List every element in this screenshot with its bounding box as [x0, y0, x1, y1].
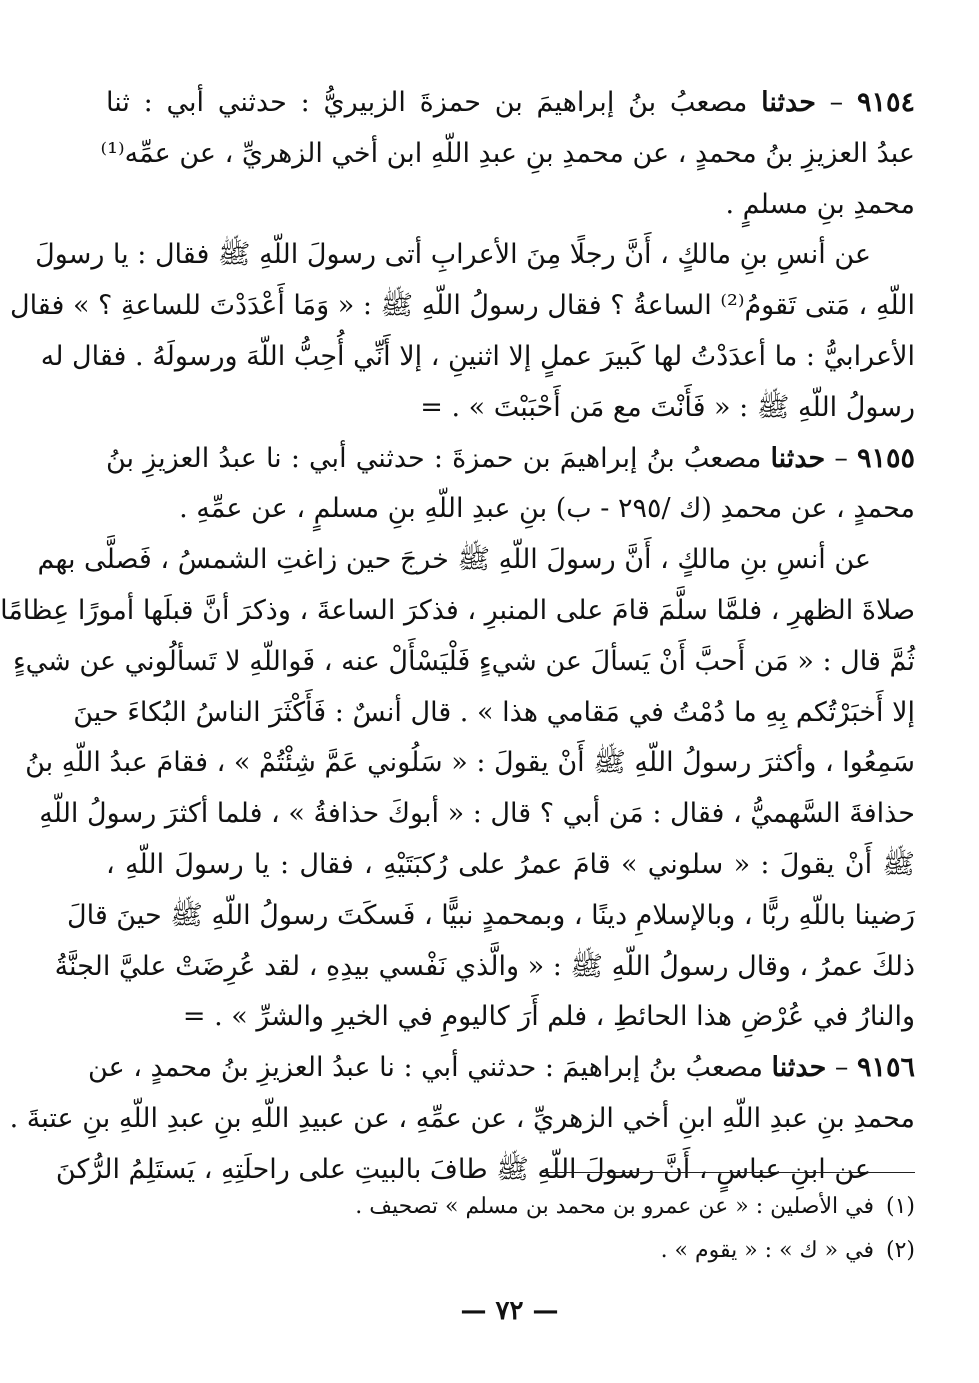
- text-line: [9, 281, 915, 332]
- hadith-opening: حدثنا: [771, 1052, 827, 1084]
- text-line: [106, 992, 915, 1043]
- line-text: اللّهِ ، مَتى تَقومُ⁽²⁾ الساعةُ ؟ فقال رسولُ اللّهِ ﷺ : « وَمَا أَعْدَدْتَ للساعةِ ؟ » فقال: [9, 290, 915, 322]
- line-text: رسولُ اللّهِ ﷺ : « فَأَنْتَ مع مَن أَحْبَبْتَ » . =: [420, 391, 915, 423]
- text-line: [37, 535, 915, 586]
- text-line: [0, 586, 915, 637]
- line-text: عبدُ العزيزِ بنُ محمدٍ ، عن محمدِ بنِ عبدِ اللّهِ ابن أخي الزهريِّ ، عن عمِّه⁽¹⁾: [100, 137, 915, 169]
- footnote-marker: (١): [885, 1194, 915, 1219]
- line-text: ﷺ أَنْ يقولَ : « سلوني » قامَ عمرُ على رُكبَتَيْهِ ، فقال : يا رسولَ اللّهِ ،: [106, 848, 915, 880]
- footnote: [106, 1229, 915, 1273]
- line-text: سَمِعُوا ، وأكثرَ رسولُ اللّهِ ﷺ أَنْ يقولَ : « سَلُوني عَمَّ شِئْتُمْ » ، فقامَ عبدُ اللّهِ بنُ: [25, 747, 915, 779]
- line-text: الأعرابيُّ : ما أعدَدْتُ لها كَبيرَ عملٍ إلا اثنينِ ، إلا أَنِّي أُحِبُّ اللّهَ ورسولَهُ . فقال له: [40, 340, 915, 372]
- line-text: حذافةَ السَّهميُّ ، فقال : مَن أبي ؟ قال : « أبوكَ حذافةُ » ، فلما أكثرَ رسولُ اللّهِ: [39, 798, 915, 830]
- text-line: [35, 230, 915, 281]
- line-text: والنارُ في عُرْضِ هذا الحائطِ ، فلم أَرَ كاليومِ في الخيرِ والشرِّ » . =: [182, 1001, 915, 1033]
- main-text: [0, 78, 915, 1196]
- line-text: محمدٍ ، عن محمدِ (ك /٢٩٥ - ب) بنِ عبدِ اللّهِ بنِ مسلمٍ ، عن عمِّهِ .: [179, 493, 915, 525]
- line-text: صلاةَ الظهرِ ، فلمَّا سلَّمَ قامَ على المنبرِ ، فذكرَ الساعةَ ، وذكرَ أنَّ قبلَها أمورًا عِظامًا: [0, 594, 915, 626]
- text-line: [106, 180, 915, 231]
- hadith-opening: حدثنا: [761, 87, 816, 118]
- footnote-text: في « ك » : « يقوم » .: [660, 1238, 874, 1263]
- text-line: ٩١٥٤ – حدثنا مصعبُ بنُ إبراهيمَ بن حمزةَ الزبيريُّ : حدثني أبي : ثنا: [106, 87, 915, 118]
- line-text: رَضينا باللّهِ ربًّا ، وبالإسلامِ دينًا ، وبمحمدٍ نبيًّا ، فَسكَتَ رسولُ اللّهِ ﷺ حينَ قالَ: [66, 899, 915, 931]
- text-line: [39, 789, 915, 840]
- text-line: [100, 129, 915, 180]
- line-text: مصعبُ بنُ إبراهيمَ بن حمزةَ : حدثني أبي : نا عبدُ العزيزِ بنُ: [106, 442, 762, 474]
- text-line: [66, 891, 915, 942]
- line-text: محمدِ بنِ مسلمٍ .: [725, 188, 915, 220]
- footnote-marker: (٢): [885, 1238, 915, 1263]
- hadith-number: ٩١٥٥: [856, 442, 915, 474]
- text-line: ٩١٥٥ – حدثنا مصعبُ بنُ إبراهيمَ بن حمزةَ : حدثني أبي : نا عبدُ العزيزِ بنُ: [106, 442, 915, 474]
- line-text: عن ابنِ عباسٍ ، أَنَّ رسولَ اللّهِ ﷺ طافَ بالبيتِ على راحلَتِهِ ، يَستَلِمُ الرُّكنَ: [55, 1153, 871, 1185]
- line-text: عن أنسِ بنِ مالكٍ ، أَنَّ رسولَ اللّهِ ﷺ خرجَ حين زاغتِ الشمسُ ، فَصلَّى بهم: [37, 544, 871, 576]
- footnote: [106, 1185, 915, 1229]
- line-text: مصعبُ بنُ إبراهيمَ : حدثني أبي : نا عبدُ العزيزِ بنُ محمدٍ ، عن: [88, 1052, 763, 1084]
- line-text: محمدِ بنِ عبدِ اللّهِ ابنِ أخي الزهريِّ ، عن عمِّهِ ، عن عبيدِ اللّهِ بنِ عبدِ اللّهِ بنِ عتبةَ .: [9, 1102, 915, 1134]
- hadith-opening: حدثنا: [770, 442, 826, 474]
- text-line: [106, 484, 915, 535]
- line-text: عن أنسِ بنِ مالكٍ ، أَنَّ رجلًا مِنَ الأعرابِ أتى رسولَ اللّهِ ﷺ فقال : يا رسولَ: [35, 239, 871, 271]
- line-text: ذلكَ عمرُ ، وقال رسولُ اللّهِ ﷺ : « والَّذي نَفْسي بيدِهِ ، لقد عُرِضَتْ عليَّ الجنَّةُ: [54, 950, 915, 982]
- text-line: [106, 840, 915, 891]
- text-line: [106, 383, 915, 434]
- text-line: [9, 1094, 915, 1145]
- line-text: ثُمَّ قال : « مَن أَحبَّ أَنْ يَسألَ عن شيءٍ فَلْيَسْأَلْ عنه ، فَواللّهِ لا تَسألُوني عن شيءٍ: [12, 645, 915, 677]
- text-line: [40, 332, 915, 383]
- footnote-separator: [540, 1172, 915, 1173]
- footnotes: [106, 1185, 915, 1273]
- page-number: — ٧٢ —: [460, 1296, 559, 1326]
- hadith-number: ٩١٥٦: [856, 1052, 915, 1084]
- text-line: [73, 688, 915, 739]
- text-line: [12, 637, 915, 688]
- text-line: ٩١٥٦ – حدثنا مصعبُ بنُ إبراهيمَ : حدثني أبي : نا عبدُ العزيزِ بنُ محمدٍ ، عن: [88, 1052, 915, 1084]
- line-text: مصعبُ بنُ إبراهيمَ بن حمزةَ الزبيريُّ : حدثني أبي : ثنا: [106, 87, 748, 118]
- footnote-text: في الأصلين : « عن عمرو بن محمد بن مسلم » تصحيف .: [355, 1194, 874, 1219]
- hadith-number: ٩١٥٤: [856, 87, 915, 118]
- line-text: إلا أَخبَرْتُكم بِهِ ما دُمْتُ في مَقامي هذا » . قال أنسٌ : فَأَكْثَرَ الناسُ البُكاءَ حينَ: [73, 696, 915, 728]
- text-line: [25, 738, 915, 789]
- text-line: [54, 942, 915, 993]
